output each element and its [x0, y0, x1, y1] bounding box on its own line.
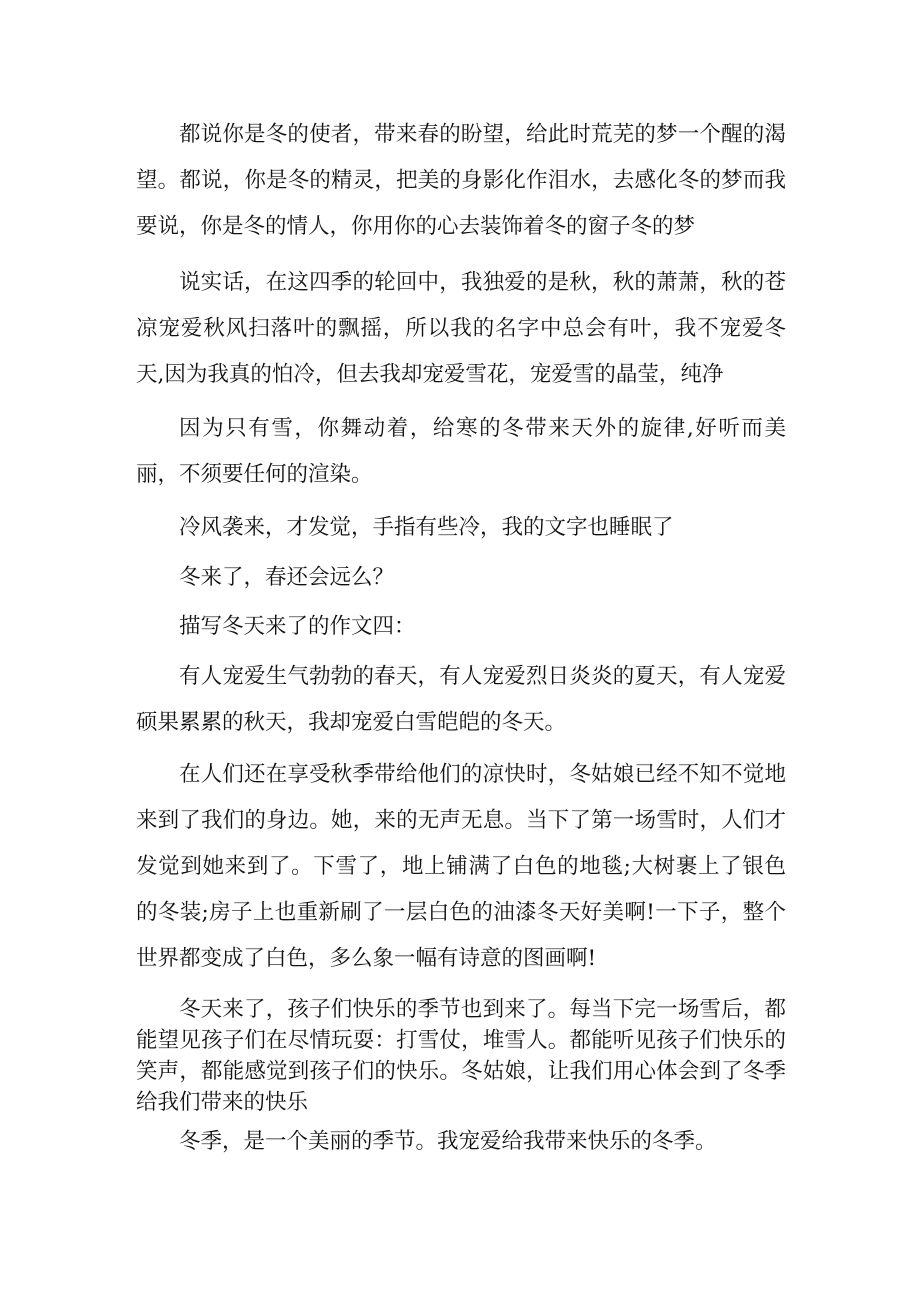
- paragraph-9: 冬天来了，孩子们快乐的季节也到来了。每当下完一场雪后，都能望见孩子们在尽情玩耍：打雪仗，堆雪人。都能听见孩子们快乐的笑声，都能感觉到孩子们的快乐。冬姑娘，让我们用心体会到了冬季给我们带来的快乐: [136, 997, 786, 1115]
- paragraph-2: 说实话，在这四季的轮回中，我独爱的是秋，秋的萧萧，秋的苍凉宠爱秋风扫落叶的飘摇，所以我的名字中总会有叶，我不宠爱冬天,因为我真的怕冷，但去我却宠爱雪花，宠爱雪的晶莹，纯净: [136, 270, 786, 387]
- paragraph-7: 有人宠爱生气勃勃的春天，有人宠爱烈日炎炎的夏天，有人宠爱硕果累累的秋天，我却宠爱白雪皑皑的冬天。: [136, 664, 786, 735]
- paragraph-4: 冷风袭来，才发觉，手指有些冷，我的文字也睡眠了: [179, 515, 674, 540]
- paragraph-1: 都说你是冬的使者，带来春的盼望，给此时荒芜的梦一个醒的渴望。都说，你是冬的精灵，把美的身影化作泪水，去感化冬的梦而我要说，你是冬的情人，你用你的心去装饰着冬的窗子冬的梦: [136, 122, 786, 239]
- paragraph-6: 描写冬天来了的作文四：: [179, 614, 416, 639]
- paragraph-10: 冬季，是一个美丽的季节。我宠爱给我带来快乐的冬季。: [179, 1129, 717, 1154]
- paragraph-8: 在人们还在享受秋季带给他们的凉快时，冬姑娘已经不知不觉地来到了我们的身边。她，来的无声无息。当下了第一场雪时，人们才发觉到她来到了。下雪了，地上铺满了白色的地毯;大树裹上了银色的冬装;房子上也重新刷了一层白色的油漆冬天好美啊!一下子，整个世界都变成了白色，多么象一幅有诗意的图画啊!: [136, 762, 786, 971]
- paragraph-5: 冬来了，春还会远么？: [179, 565, 395, 590]
- paragraph-3: 因为只有雪，你舞动着，给寒的冬带来天外的旋律,好听而美丽，不须要任何的渲染。: [136, 416, 786, 487]
